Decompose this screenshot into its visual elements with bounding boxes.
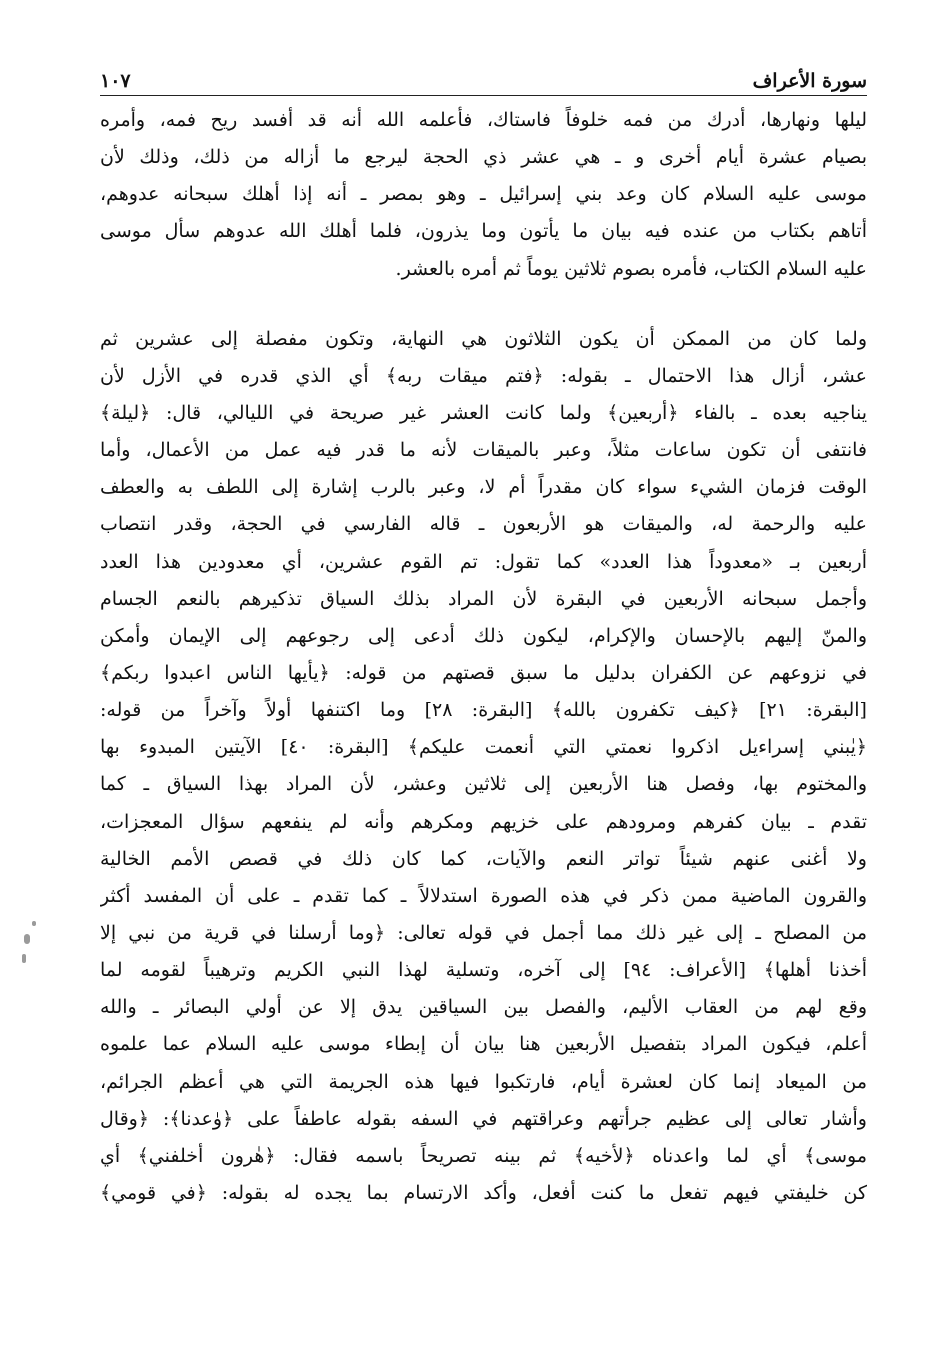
scan-speck <box>32 921 36 926</box>
text-line: ليلها ونهارها، أدرك من فمه خلوفاً فاستاك، فأعلمه الله أنه قد أفسد ريح فمه، وأمره <box>100 109 867 131</box>
text-line: من المصلح ـ إلى غير ذلك مما أجمل في قوله تعالى: ﴿وما أرسلنا في قرية من نبي إلا <box>100 921 867 944</box>
text-line: موسى عليه السلام كان وعد بني إسرائيل ـ وهو بمصر ـ أنه إذا أهلك سبحانه عدوهم، <box>100 183 867 206</box>
surah-title: سورة الأعراف <box>752 70 867 92</box>
text-line: وأشار تعالى إلى عظيم جرأتهم وعراقتهم في السفه بقوله عاطفاً على ﴿وٰعدنا﴾: ﴿وقال <box>100 1107 867 1130</box>
page-header <box>100 60 867 96</box>
scan-speck <box>22 954 26 963</box>
text-line: موسى﴾ أي لما واعدناه ﴿لأخيه﴾ ثم بينه تصريحاً باسمه فقال: ﴿هٰرون أخلفني﴾ أي <box>100 1144 867 1167</box>
text-line: كن خليفتي فيهم تفعل ما كنت أفعل، وأكد الارتسام بما يجده له بقوله: ﴿في قومي﴾ <box>100 1181 867 1204</box>
text-line: تقدم ـ بيان كفرهم ومرودهم على خزيهم ومكرهم وأنه لم ينفعهم سؤال المعجزات، <box>100 810 867 833</box>
text-line: فانتفى أن تكون ساعات مثلاً، وعبر بالميقات لأنه ما قدر فيه عمل من الأعمال، وأما <box>100 439 867 462</box>
text-line: ولما كان من الممكن أن يكون الثلاثون هي النهاية، وتكون مفصلة إلى عشرين ثم <box>100 327 867 350</box>
text-line: أعلم، فيكون المراد بتفصيل الأربعين هنا بيان أن إبطاء موسى عليه السلام عما علموه <box>100 1033 867 1056</box>
text-line: ﴿يٰبني إسراءيل اذكروا نعمتي التي أنعمت عليكم﴾ [البقرة: ٤٠] الآيتين المبدوء بها <box>100 736 867 759</box>
text-line: أخذنا أهلها﴾ [الأعراف: ٩٤] إلى آخره، وتسلية لهذا النبي الكريم وترهيباً لقومه لما <box>100 959 867 982</box>
page-body <box>100 102 867 1212</box>
paragraph-gap <box>100 288 867 321</box>
text-line: والمنّ إليهم بالإحسان والإكرام، ليكون ذلك أدعى إلى رجوعهم إلى الإيمان وأمكن <box>100 624 867 647</box>
text-line: وأجمل سبحانه الأربعين في البقرة لأن المراد بذلك السياق تذكيرهم بالنعم الجسام <box>100 587 867 610</box>
text-line: عشر، أزال هذا الاحتمال ـ بقوله: ﴿فتم ميقات ربه﴾ أي الذي قدره في الأزل لأن <box>100 364 867 387</box>
text-line: أربعين بـ «معدوداً هذا العدد» كما تقول: تم القوم عشرين، أي معدودين هذا العدد <box>100 550 867 573</box>
text-line: والمختوم بها، وفصل هنا الأربعين إلى ثلاثين وعشر، لأن المراد بهذا السياق ـ كما <box>100 773 867 796</box>
text-line: يناجيه بعده ـ بالفاء ﴿أربعين﴾ ولما كانت العشر غير صريحة في الليالي، قال: ﴿ليلة﴾ <box>100 401 867 424</box>
text-line: ولا أغنى عنهم شيئاً تواتر النعم والآيات، كما كان ذلك في قصص الأمم الخالية <box>100 847 867 870</box>
text-line: بصيام عشرة أيام أخرى و ـ هي عشر ذي الحجة ليرجع ما أزاله من ذلك، وذلك لأن <box>100 146 867 169</box>
text-line: من الميعاد إنما كان لعشرة أيام، فارتكبوا فيها هذه الجريمة التي هي أعظم الجرائم، <box>100 1070 867 1093</box>
text-line: في نزوعهم عن الكفران بدليل ما سبق قصتهم من قوله: ﴿يأيها الناس اعبدوا ربكم﴾ <box>100 661 867 684</box>
text-line: [البقرة: ٢١] ﴿كيف تكفرون بالله﴾ [البقرة: ٢٨] وما اكتنفها أولاً وآخراً من قوله: <box>100 699 867 722</box>
text-line: عليه السلام الكتاب، فأمره بصوم ثلاثين يوماً ثم أمره بالعشر. <box>395 257 867 280</box>
text-line: عليه والرحمة له، والميقات هو الأربعون ـ قاله الفارسي في الحجة، وقدر انتصاب <box>100 513 867 536</box>
scan-speck <box>24 934 30 944</box>
text-line: وقع لهم من العقاب الأليم، والفصل بين السياقين يدق إلا عن أولي البصائر ـ والله <box>100 996 867 1019</box>
text-line: أتاهم بكتاب من عنده فيه بيان ما يأتون وما يذرون، فلما أهلك الله عدوهم سأل موسى <box>100 220 867 243</box>
paragraph-1 <box>100 102 867 288</box>
text-line: الوقت فزمان الشيء سواء كان مقدراً أم لا، وعبر بالرب إشارة إلى اللطف به والعطف <box>100 476 867 499</box>
page-number: ١٠٧ <box>100 70 131 92</box>
paragraph-2 <box>100 321 867 1212</box>
text-line: والقرون الماضية ممن ذكر في هذه الصورة استدلالاً ـ كما تقدم ـ على أن المفسد أكثر <box>100 884 867 907</box>
